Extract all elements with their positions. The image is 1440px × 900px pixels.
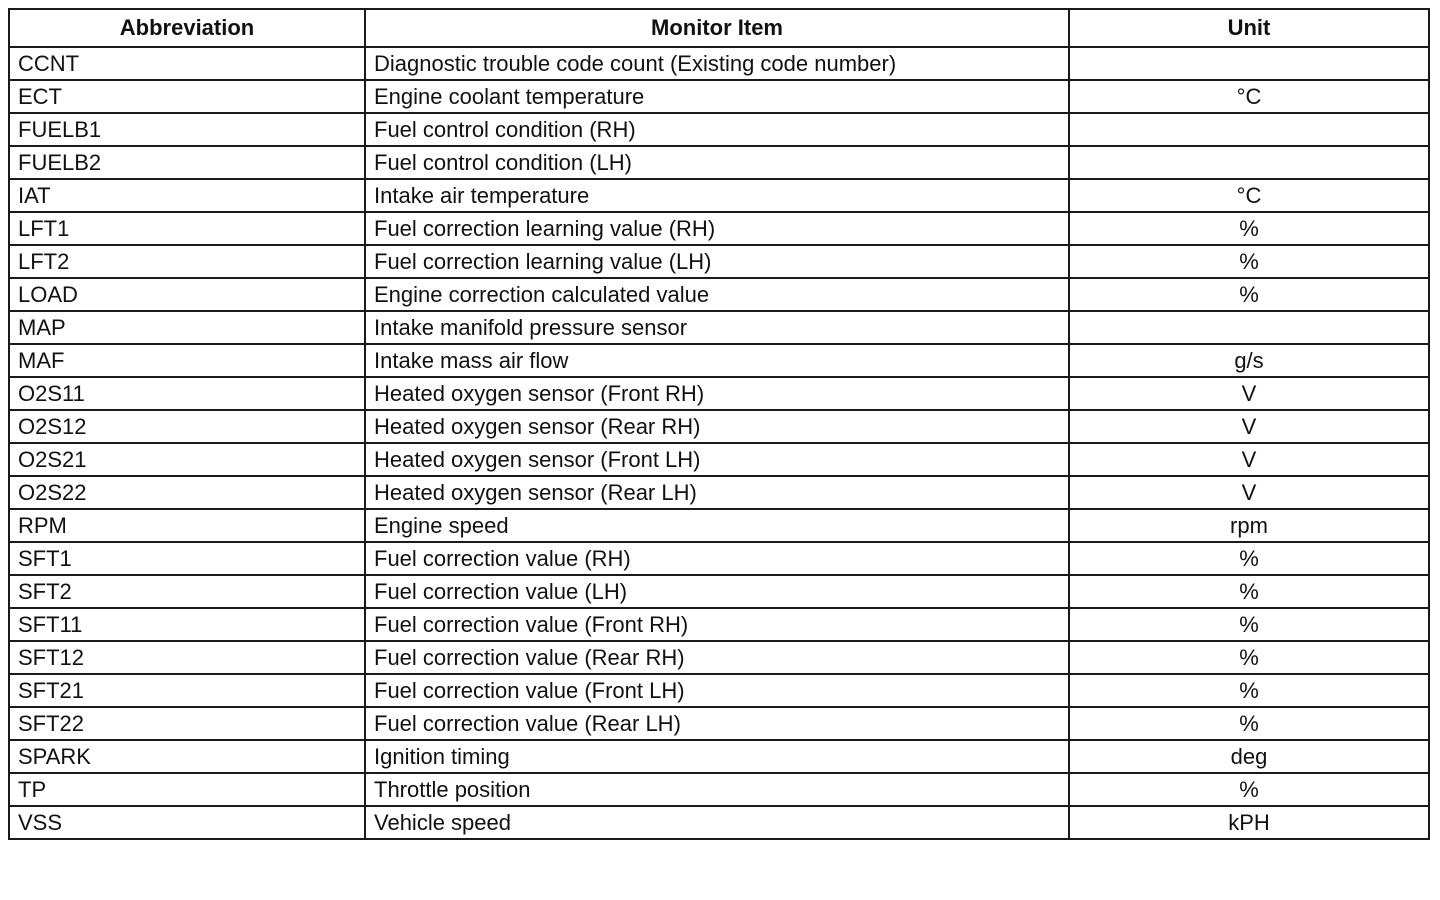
cell-unit: % [1069,212,1429,245]
table-row [9,245,1429,278]
cell-abbreviation: LFT2 [9,245,365,278]
cell-monitor-item: Engine correction calculated value [365,278,1069,311]
cell-abbreviation: SFT21 [9,674,365,707]
cell-unit: V [1069,377,1429,410]
cell-unit: % [1069,542,1429,575]
cell-unit: V [1069,443,1429,476]
table-row [9,80,1429,113]
cell-abbreviation: IAT [9,179,365,212]
cell-monitor-item: Vehicle speed [365,806,1069,839]
cell-monitor-item: Fuel correction learning value (RH) [365,212,1069,245]
cell-unit: % [1069,278,1429,311]
cell-abbreviation: SFT12 [9,641,365,674]
cell-abbreviation: MAF [9,344,365,377]
cell-abbreviation: SFT22 [9,707,365,740]
table-row [9,443,1429,476]
table-row [9,179,1429,212]
cell-abbreviation: SFT1 [9,542,365,575]
table-row [9,608,1429,641]
cell-abbreviation: LFT1 [9,212,365,245]
cell-unit: % [1069,641,1429,674]
cell-unit: % [1069,674,1429,707]
cell-abbreviation: O2S21 [9,443,365,476]
table-row [9,575,1429,608]
cell-abbreviation: SPARK [9,740,365,773]
cell-unit [1069,311,1429,344]
cell-unit [1069,146,1429,179]
table-row [9,212,1429,245]
cell-monitor-item: Ignition timing [365,740,1069,773]
cell-monitor-item: Intake manifold pressure sensor [365,311,1069,344]
table-row [9,476,1429,509]
cell-monitor-item: Intake air temperature [365,179,1069,212]
cell-unit: V [1069,476,1429,509]
table-row [9,47,1429,80]
table-row [9,278,1429,311]
cell-monitor-item: Heated oxygen sensor (Front LH) [365,443,1069,476]
cell-abbreviation: ECT [9,80,365,113]
cell-monitor-item: Heated oxygen sensor (Rear RH) [365,410,1069,443]
table-row [9,542,1429,575]
table-row [9,377,1429,410]
cell-abbreviation: FUELB2 [9,146,365,179]
cell-monitor-item: Fuel correction value (Rear LH) [365,707,1069,740]
cell-unit: % [1069,245,1429,278]
cell-abbreviation: O2S12 [9,410,365,443]
cell-unit: rpm [1069,509,1429,542]
cell-unit: °C [1069,80,1429,113]
cell-monitor-item: Intake mass air flow [365,344,1069,377]
monitor-items-table [8,8,1430,840]
cell-abbreviation: RPM [9,509,365,542]
cell-unit [1069,113,1429,146]
cell-monitor-item: Fuel correction value (Front RH) [365,608,1069,641]
header-abbreviation: Abbreviation [9,9,365,47]
cell-unit: kPH [1069,806,1429,839]
table-row [9,707,1429,740]
cell-monitor-item: Fuel correction value (LH) [365,575,1069,608]
table-row [9,740,1429,773]
cell-abbreviation: MAP [9,311,365,344]
cell-unit: deg [1069,740,1429,773]
cell-monitor-item: Diagnostic trouble code count (Existing code number) [365,47,1069,80]
cell-abbreviation: LOAD [9,278,365,311]
cell-unit: % [1069,575,1429,608]
cell-abbreviation: VSS [9,806,365,839]
cell-monitor-item: Fuel control condition (RH) [365,113,1069,146]
header-row [9,9,1429,47]
cell-monitor-item: Heated oxygen sensor (Front RH) [365,377,1069,410]
cell-abbreviation: O2S11 [9,377,365,410]
cell-monitor-item: Fuel correction value (Front LH) [365,674,1069,707]
cell-unit: °C [1069,179,1429,212]
cell-monitor-item: Fuel correction value (Rear RH) [365,641,1069,674]
cell-abbreviation: SFT2 [9,575,365,608]
cell-monitor-item: Engine speed [365,509,1069,542]
cell-unit [1069,47,1429,80]
cell-abbreviation: FUELB1 [9,113,365,146]
cell-abbreviation: CCNT [9,47,365,80]
cell-monitor-item: Fuel correction learning value (LH) [365,245,1069,278]
cell-unit: % [1069,773,1429,806]
monitor-items-table-container [8,8,1428,840]
cell-monitor-item: Heated oxygen sensor (Rear LH) [365,476,1069,509]
cell-monitor-item: Throttle position [365,773,1069,806]
table-row [9,641,1429,674]
cell-abbreviation: SFT11 [9,608,365,641]
cell-abbreviation: TP [9,773,365,806]
cell-unit: % [1069,707,1429,740]
table-row [9,344,1429,377]
cell-monitor-item: Fuel correction value (RH) [365,542,1069,575]
table-row [9,509,1429,542]
table-header [9,9,1429,47]
cell-abbreviation: O2S22 [9,476,365,509]
table-row [9,311,1429,344]
cell-unit: % [1069,608,1429,641]
table-body [9,47,1429,839]
header-monitor-item: Monitor Item [365,9,1069,47]
cell-unit: V [1069,410,1429,443]
table-row [9,674,1429,707]
table-row [9,773,1429,806]
table-row [9,806,1429,839]
cell-monitor-item: Fuel control condition (LH) [365,146,1069,179]
cell-unit: g/s [1069,344,1429,377]
cell-monitor-item: Engine coolant temperature [365,80,1069,113]
table-row [9,410,1429,443]
table-row [9,113,1429,146]
table-row [9,146,1429,179]
header-unit: Unit [1069,9,1429,47]
